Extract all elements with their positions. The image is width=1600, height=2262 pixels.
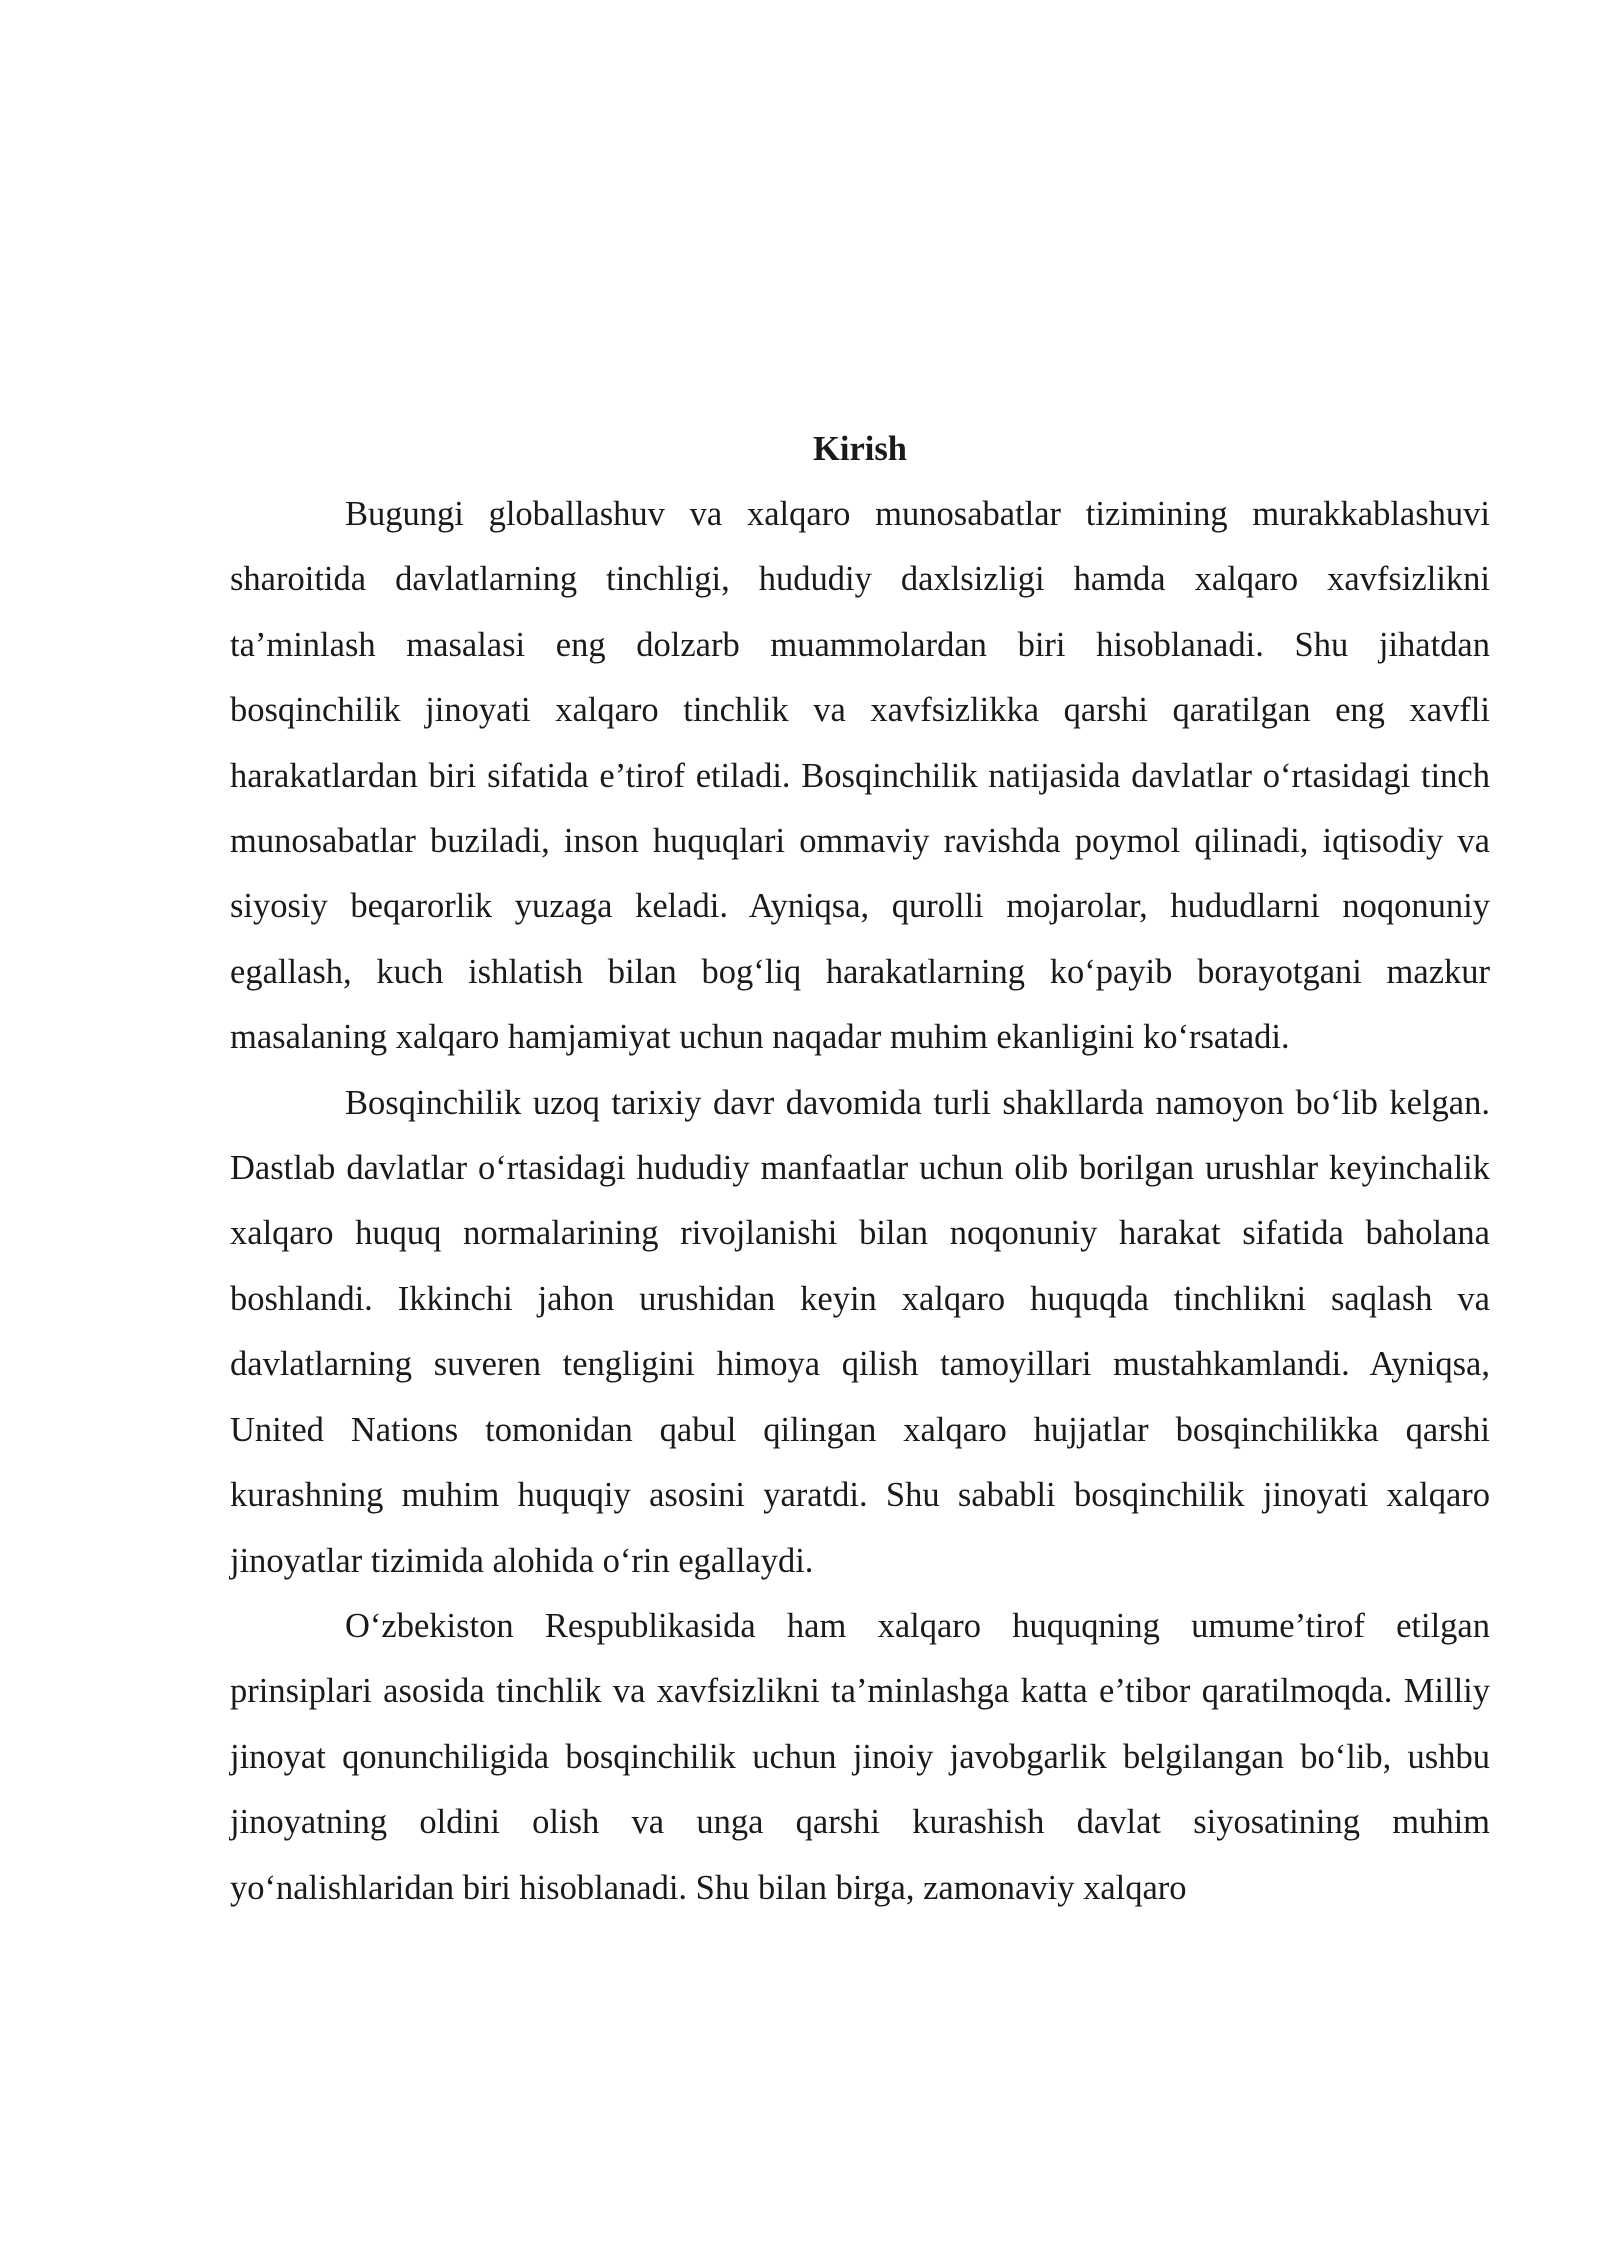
document-body [230,418,1490,1921]
section-title: Kirish [813,430,907,468]
paragraph-2: Bosqinchilik uzoq tarixiy davr davomida turli shakllarda namoyon bo‘lib kelgan. Dastlab davlatlar o‘rtasidagi hududiy manfaatlar uchun olib borilgan urushlar keyinchalik xalqaro huquq normalarining rivojlanishi bilan noqonuniy harakat sifatida baholana boshlandi. Ikkinchi jahon urushidan keyin xalqaro huquqda tinchlikni saqlash va davlatlarning suveren tengligini himoya qilish tamoyillari mustahkamlandi. Ayniqsa, United Nations tomonidan qabul qilingan xalqaro hujjatlar bosqinchilikka qarshi kurashning muhim huquqiy asosini yaratdi. Shu sababli bosqinchilik jinoyati xalqaro jinoyatlar tizimida alohida o‘rin egallaydi. [230,1083,1490,1580]
paragraph-3: O‘zbekiston Respublikasida ham xalqaro huquqning umume’tirof etilgan prinsiplari asosida tinchlik va xavfsizlikni ta’minlashga katta e’tibor qaratilmoqda. Milliy jinoyat qonunchiligida bosqinchilik uchun jinoiy javobgarlik belgilangan bo‘lib, ushbu jinoyatning oldini olish va unga qarshi kurashish davlat siyosatining muhim yo‘nalishlaridan biri hisoblanadi. Shu bilan birga, zamonaviy xalqaro [230,1606,1490,1907]
paragraph-1: Bugungi globallashuv va xalqaro munosabatlar tizimining murakkablashuvi sharoitida davlatlarning tinchligi, hududiy daxlsizligi hamda xalqaro xavfsizlikni ta’minlash masalasi eng dolzarb muammolardan biri hisoblanadi. Shu jihatdan bosqinchilik jinoyati xalqaro tinchlik va xavfsizlikka qarshi qaratilgan eng xavfli harakatlardan biri sifatida e’tirof etiladi. Bosqinchilik natijasida davlatlar o‘rtasidagi tinch munosabatlar buziladi, inson huquqlari ommaviy ravishda poymol qilinadi, iqtisodiy va siyosiy beqarorlik yuzaga keladi. Ayniqsa, qurolli mojarolar, hududlarni noqonuniy egallash, kuch ishlatish bilan bog‘liq harakatlarning ko‘payib borayotgani mazkur masalaning xalqaro hamjamiyat uchun naqadar muhim ekanligini ko‘rsatadi. [230,495,1490,1057]
